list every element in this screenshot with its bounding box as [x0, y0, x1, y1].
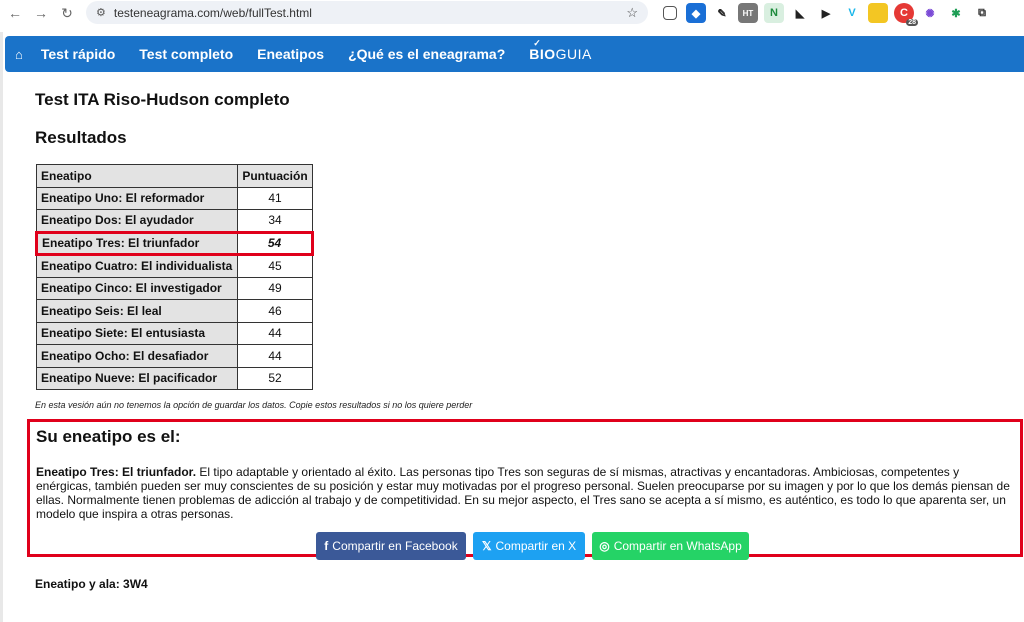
- gear-extension-icon[interactable]: ✱: [951, 7, 961, 20]
- vimeo-icon[interactable]: V: [848, 7, 856, 19]
- red-extension-icon[interactable]: C 28: [894, 3, 914, 23]
- logo-guia: GUIA: [555, 46, 592, 62]
- header-puntuacion: Puntuación: [238, 165, 313, 188]
- type-name: Eneatipo Seis: El leal: [37, 300, 238, 323]
- results-heading: Resultados: [35, 128, 127, 147]
- screenshot-icon[interactable]: [663, 6, 677, 20]
- play-icon[interactable]: ▶: [821, 7, 831, 20]
- share-facebook-button[interactable]: [316, 532, 466, 560]
- result-type: Eneatipo Tres: El triunfador.: [36, 465, 197, 479]
- whatsapp-icon: ◎: [599, 539, 610, 553]
- nav-eneatipos[interactable]: Eneatipos: [257, 46, 325, 62]
- notion-icon[interactable]: N: [764, 3, 784, 23]
- type-score: 52: [238, 367, 313, 390]
- type-score: 46: [238, 300, 313, 323]
- table-row: [37, 345, 313, 368]
- table-header-row: [37, 165, 313, 188]
- nav-test-rapido[interactable]: Test rápido: [40, 46, 116, 62]
- type-name: Eneatipo Siete: El entusiasta: [37, 322, 238, 345]
- table-row: [37, 322, 313, 345]
- share-facebook-label: Compartir en Facebook: [332, 539, 458, 553]
- flower-icon[interactable]: ✺: [925, 7, 935, 20]
- type-name: Eneatipo Nueve: El pacificador: [37, 367, 238, 390]
- type-name: Eneatipo Ocho: El desafiador: [37, 345, 238, 368]
- table-row: [37, 187, 313, 210]
- logo-bio: BIO: [529, 46, 556, 62]
- main-content: [35, 90, 1024, 410]
- reload-icon[interactable]: ↻: [61, 4, 73, 21]
- puzzle-icon[interactable]: ⧉: [978, 6, 986, 19]
- tag-icon[interactable]: ◆: [686, 3, 706, 23]
- result-text: El tipo adaptable y orientado al éxito. Las personas tipo Tres son seguras de sí mismas, atractivas y encantadoras. Ambiciosas, competentes y enérgicas, también pueden ser muy conscientes de su posición y estar muy motivadas por el progreso personal. Suelen preocuparse por su imagen y por lo que los demás piensan de ellas. Normalmente tienen problemas de adicción al trabajo y de competitividad. En su mejor aspecto, el Tres sano se acepta a sí mismo, es auténtico, es todo lo que aparenta ser, un modelo que inspira a otras personas.: [36, 465, 1010, 521]
- home-icon[interactable]: ⌂: [15, 46, 23, 62]
- table-row: [37, 367, 313, 390]
- bioguia-logo[interactable]: ✓ BIOGUIA: [529, 38, 592, 62]
- type-score: 49: [238, 277, 313, 300]
- eyedropper-icon[interactable]: ✎: [717, 7, 727, 20]
- site-navbar: [5, 36, 1024, 72]
- nav-que-es-eneagrama[interactable]: ¿Qué es el eneagrama?: [348, 46, 506, 62]
- header-eneatipo: Eneatipo: [37, 165, 238, 188]
- page-title: Test ITA Riso-Hudson completo: [35, 90, 290, 109]
- type-score: 41: [238, 187, 313, 210]
- wing-result: Eneatipo y ala: 3W4: [35, 577, 148, 591]
- forward-icon[interactable]: →: [34, 5, 48, 21]
- facebook-icon: f: [324, 539, 329, 553]
- type-name: Eneatipo Uno: El reformador: [37, 187, 238, 210]
- type-score: 44: [238, 345, 313, 368]
- type-name: Eneatipo Tres: El triunfador: [37, 232, 238, 255]
- address-bar[interactable]: [86, 1, 648, 24]
- type-name: Eneatipo Cuatro: El individualista: [37, 255, 238, 278]
- table-row: [37, 210, 313, 233]
- table-row: [37, 300, 313, 323]
- note-icon[interactable]: [868, 3, 888, 23]
- table-row: [37, 277, 313, 300]
- browser-toolbar: [0, 0, 1024, 26]
- bookmark-star-icon[interactable]: ☆: [626, 4, 638, 20]
- type-name: Eneatipo Dos: El ayudador: [37, 210, 238, 233]
- save-note: En esta vesión aún no tenemos la opción de guardar los datos. Copie estos resultados si no los quiere perder: [35, 400, 473, 410]
- nav-test-completo[interactable]: Test completo: [139, 46, 234, 62]
- type-score: 54: [238, 232, 313, 255]
- result-heading: Su eneatipo es el:: [36, 427, 181, 446]
- x-icon: 𝕏: [481, 539, 492, 553]
- type-score: 44: [238, 322, 313, 345]
- type-name: Eneatipo Cinco: El investigador: [37, 277, 238, 300]
- results-table: [35, 164, 314, 390]
- html-icon[interactable]: HT: [738, 3, 758, 23]
- back-icon[interactable]: ←: [8, 5, 22, 21]
- type-score: 45: [238, 255, 313, 278]
- table-row-highlighted: [37, 232, 313, 255]
- url-text: testeneagrama.com/web/fullTest.html: [113, 5, 312, 20]
- share-whatsapp-button[interactable]: [592, 532, 749, 560]
- bird-icon[interactable]: ◣: [795, 7, 805, 20]
- site-settings-icon[interactable]: ⚙: [96, 7, 106, 19]
- share-whatsapp-label: Compartir en WhatsApp: [613, 539, 742, 553]
- share-x-label: Compartir en X: [495, 539, 577, 553]
- result-description: [36, 465, 1014, 521]
- share-x-button[interactable]: [473, 532, 585, 560]
- extensions-bar: [660, 3, 998, 26]
- type-score: 34: [238, 210, 313, 233]
- table-row: [37, 255, 313, 278]
